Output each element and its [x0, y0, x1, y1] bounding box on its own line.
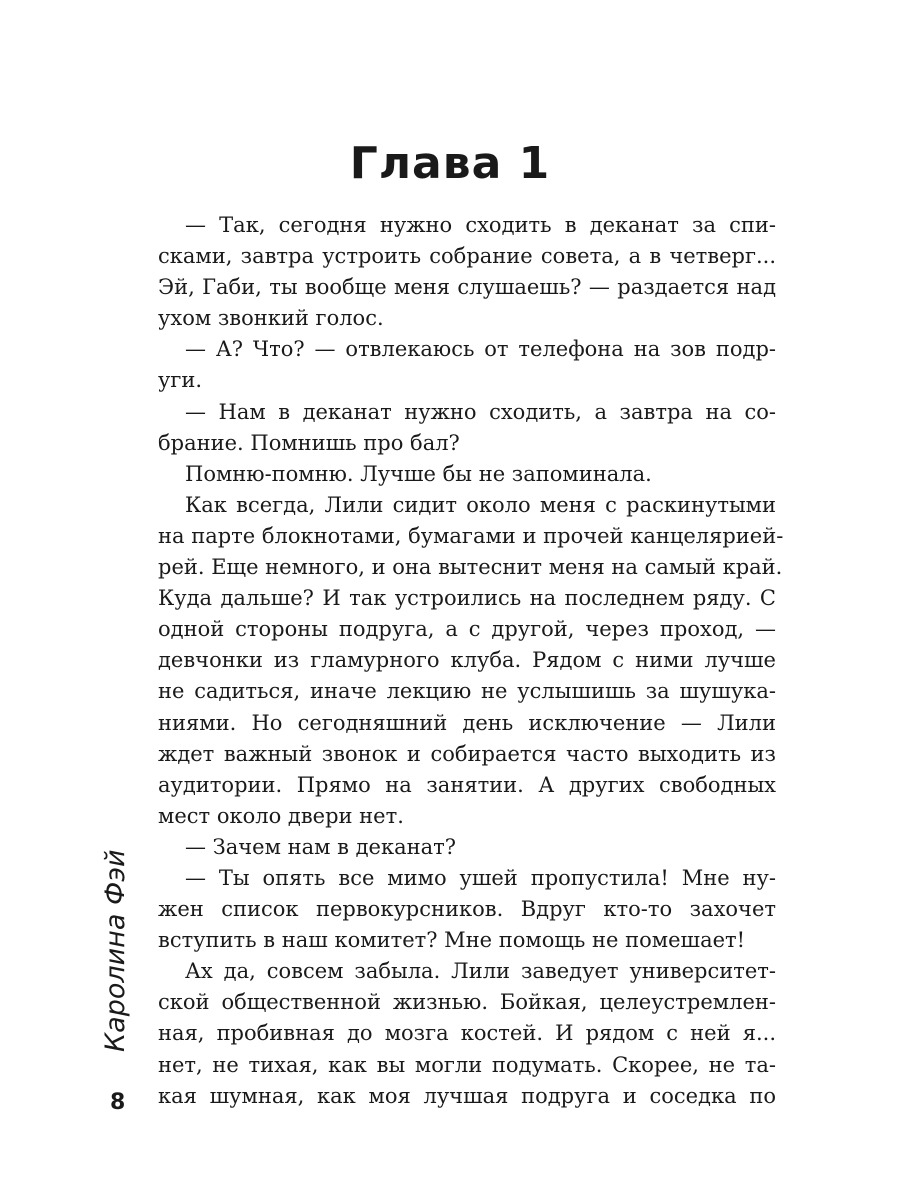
text-line: — Так, сегодня нужно сходить в деканат за спи- [185, 213, 776, 237]
text-line: не садиться, иначе лекцию не услышишь за шушука- [158, 679, 776, 704]
text-line: на парте блокнотами, бумагами и прочей канцелярией- [158, 523, 784, 548]
text-line: кая шумная, как моя лучшая подруга и соседка по [158, 1083, 776, 1108]
text-line: девчонки из гламурного клуба. Рядом с ними лучше [158, 648, 776, 673]
text-line: Куда дальше? И так устроились на последнем ряду. С [158, 586, 776, 611]
text-line: аудитории. Прямо на занятии. А других свободных [158, 772, 776, 797]
text-line: брание. Помнишь про бал? [158, 430, 460, 455]
text-line: Помню-помню. Лучше бы не запоминала. [185, 461, 652, 486]
chapter-title: Глава 1 [349, 138, 551, 189]
text-line: рей. Еще немного, и она вытеснит меня на самый край. [158, 555, 783, 580]
text-line: — Зачем нам в деканат? [185, 834, 457, 859]
text-line: ная, пробивная до мозга костей. И рядом с ней я... [158, 1021, 776, 1046]
text-line: ской общественной жизнью. Бойкая, целеустремлен- [158, 990, 776, 1015]
body-text [158, 210, 784, 1112]
text-line: одной стороны подруга, а с другой, через проход, — [158, 617, 776, 642]
text-line: — Нам в деканат нужно сходить, а завтра на со- [185, 399, 776, 424]
text-line: уги. [158, 368, 203, 393]
text-line: Ах да, совсем забыла. Лили заведует университет- [185, 959, 776, 984]
text-line: мест около двери нет. [158, 803, 404, 828]
page-number: 8 [110, 1090, 126, 1115]
text-line: ниями. Но сегодняшний день исключение — Лили [158, 710, 776, 735]
text-line: Эй, Габи, ты вообще меня слушаешь? — раздается над [158, 275, 776, 300]
author-name-vertical: Каролина Фэй [100, 849, 131, 1052]
text-line: ждет важный звонок и собирается часто выходить из [158, 741, 776, 766]
text-line: — Ты опять все мимо ушей пропустила! Мне ну- [185, 865, 776, 890]
text-line: вступить в наш комитет? Мне помощь не помешает! [158, 928, 746, 953]
text-line: Как всегда, Лили сидит около меня с раскинутыми [185, 492, 776, 517]
text-line: ухом звонкий голос. [158, 306, 384, 331]
text-line: жен список первокурсников. Вдруг кто-то захочет [158, 897, 776, 922]
text-line: нет, не тихая, как вы могли подумать. Скорее, не та- [158, 1052, 776, 1077]
text-line: — А? Что? — отвлекаюсь от телефона на зов подр- [185, 337, 776, 362]
text-line: сками, завтра устроить собрание совета, а в четверг... [158, 244, 776, 269]
